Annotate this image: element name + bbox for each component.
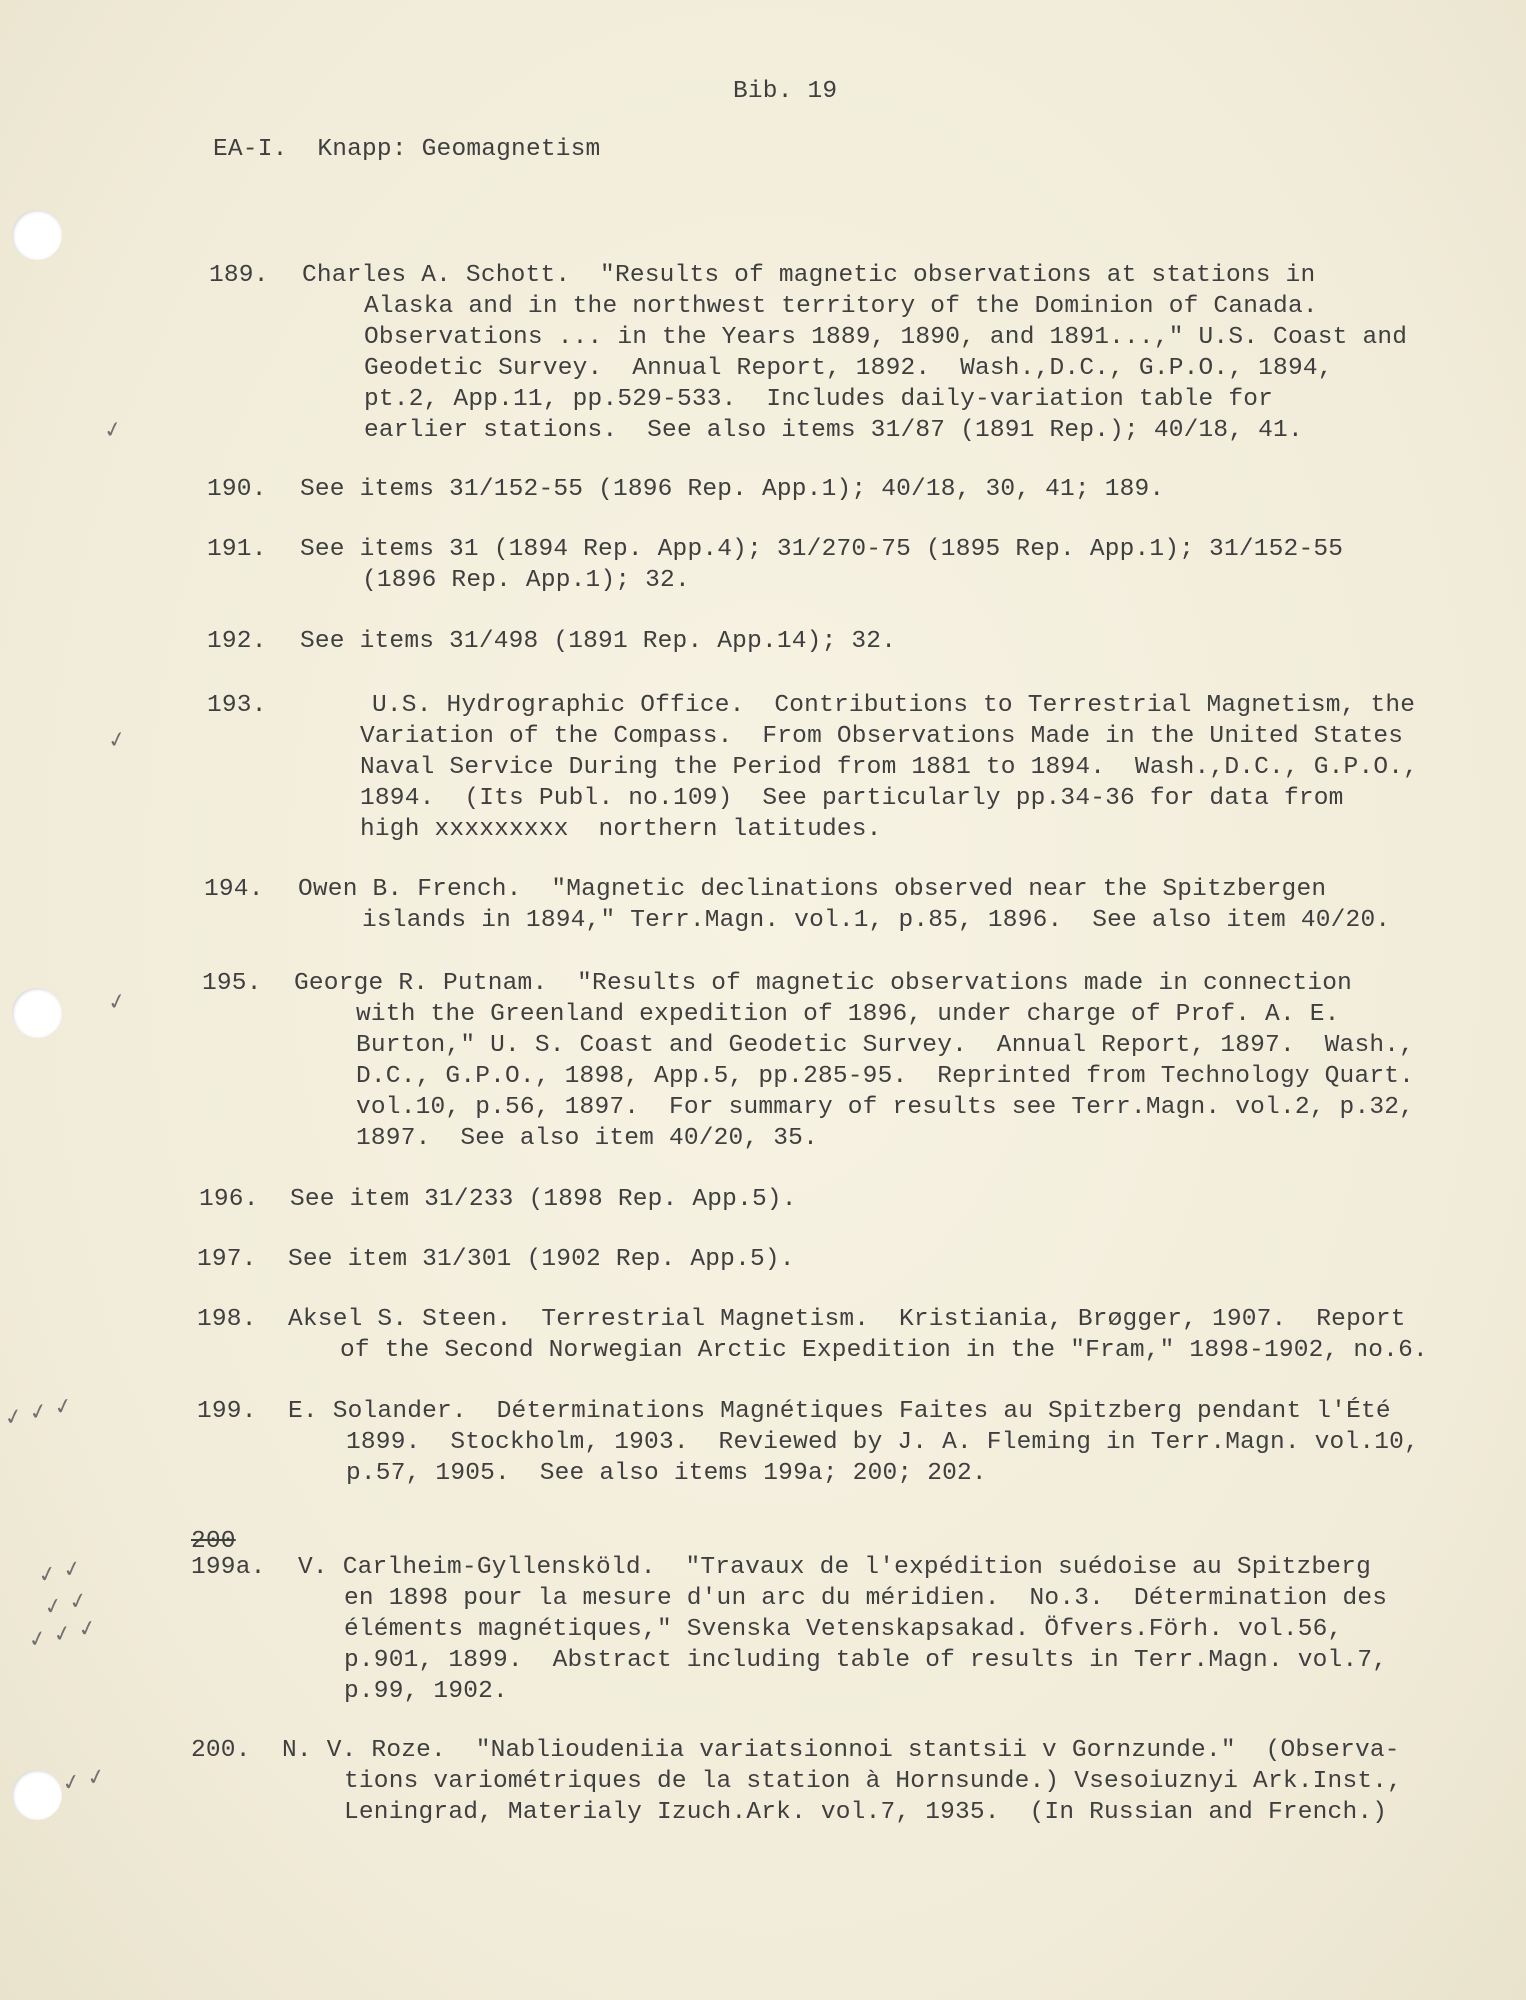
entry-number: 193. (207, 692, 267, 719)
punch-hole (12, 1770, 62, 1820)
entry-line: U.S. Hydrographic Office. Contributions to Terrestrial Magnetism, the (372, 692, 1416, 719)
entry-line: Variation of the Compass. From Observations Made in the United States (360, 723, 1404, 750)
entry-line: earlier stations. See also items 31/87 (1891 Rep.); 40/18, 41. (364, 417, 1303, 444)
entry-line: E. Solander. Déterminations Magnétiques Faites au Spitzberg pendant l'Été (288, 1398, 1391, 1425)
struck-item-number: 200 (191, 1528, 236, 1555)
check-mark-icon: ✓ ✓ ✓ (2, 1393, 76, 1432)
entry-line: Burton," U. S. Coast and Geodetic Survey. Annual Report, 1897. Wash., (356, 1032, 1415, 1059)
entry-number: 189. (209, 262, 269, 289)
entry-line: Aksel S. Steen. Terrestrial Magnetism. Kristiania, Brøgger, 1907. Report (288, 1306, 1406, 1333)
entry-line: George R. Putnam. "Results of magnetic observations made in connection (294, 970, 1353, 997)
entry-number: 195. (202, 970, 262, 997)
entry-line: See items 31 (1894 Rep. App.4); 31/270-75 (1895 Rep. App.1); 31/152-55 (300, 536, 1344, 563)
entry-line: 1897. See also item 40/20, 35. (356, 1125, 818, 1152)
entry-line: p.99, 1902. (344, 1678, 508, 1705)
entry-line: high xxxxxxxxx northern latitudes. (360, 816, 882, 843)
entry-line: See items 31/152-55 (1896 Rep. App.1); 40/18, 30, 41; 189. (300, 476, 1165, 503)
entry-line: Alaska and in the northwest territory of the Dominion of Canada. (364, 293, 1318, 320)
entry-line: See item 31/233 (1898 Rep. App.5). (290, 1186, 797, 1213)
entry-line: Leningrad, Materialy Izuch.Ark. vol.7, 1935. (In Russian and French.) (344, 1799, 1388, 1826)
entry-line: 1894. (Its Publ. no.109) See particularly pp.34-36 for data from (360, 785, 1344, 812)
entry-line: en 1898 pour la mesure d'un arc du méridien. No.3. Détermination des (344, 1585, 1388, 1612)
entry-number: 199. (197, 1398, 257, 1425)
entry-line: p.57, 1905. See also items 199a; 200; 202. (346, 1460, 987, 1487)
entry-line: N. V. Roze. "Nablioudeniia variatsionnoi stantsii v Gornzunde." (Observa- (282, 1737, 1400, 1764)
entry-number: 194. (204, 876, 264, 903)
entry-number: 191. (207, 536, 267, 563)
entry-line: p.901, 1899. Abstract including table of results in Terr.Magn. vol.7, (344, 1647, 1388, 1674)
entry-line: Owen B. French. "Magnetic declinations observed near the Spitzbergen (298, 876, 1327, 903)
entry-line: See item 31/301 (1902 Rep. App.5). (288, 1246, 795, 1273)
entry-number: 199a. (191, 1554, 266, 1581)
entry-number: 200. (191, 1737, 251, 1764)
entry-number: 197. (197, 1246, 257, 1273)
punch-hole (12, 988, 62, 1038)
entry-line: islands in 1894," Terr.Magn. vol.1, p.85, 1896. See also item 40/20. (362, 907, 1391, 934)
check-mark-icon: ✓ ✓ (59, 1763, 108, 1798)
entry-number: 198. (197, 1306, 257, 1333)
entry-line: pt.2, App.11, pp.529-533. Includes daily-variation table for (364, 386, 1274, 413)
check-mark-icon: ✓ (105, 726, 129, 755)
entry-line: vol.10, p.56, 1897. For summary of results see Terr.Magn. vol.2, p.32, (356, 1094, 1415, 1121)
entry-line: with the Greenland expedition of 1896, under charge of Prof. A. E. (356, 1001, 1340, 1028)
entry-line: tions variométriques de la station à Hornsunde.) Vsesoiuznyi Ark.Inst., (344, 1768, 1403, 1795)
check-mark-icon: ✓ ✓ ✓ (26, 1615, 100, 1654)
entry-line: Geodetic Survey. Annual Report, 1892. Wash.,D.C., G.P.O., 1894, (364, 355, 1333, 382)
entry-number: 196. (199, 1186, 259, 1213)
entry-number: 190. (207, 476, 267, 503)
series-heading: EA-I. Knapp: Geomagnetism (213, 136, 601, 163)
page-number: Bib. 19 (733, 78, 838, 105)
entry-line: éléments magnétiques," Svenska Vetenskapsakad. Öfvers.Förh. vol.56, (344, 1616, 1343, 1643)
entry-line: of the Second Norwegian Arctic Expedition in the "Fram," 1898-1902, no.6. (340, 1337, 1428, 1364)
entry-line: See items 31/498 (1891 Rep. App.14); 32. (300, 628, 897, 655)
check-mark-icon: ✓ ✓ (35, 1555, 84, 1590)
entry-line: Charles A. Schott. "Results of magnetic observations at stations in (302, 262, 1316, 289)
punch-hole (12, 210, 62, 260)
entry-line: 1899. Stockholm, 1903. Reviewed by J. A. Fleming in Terr.Magn. vol.10, (346, 1429, 1419, 1456)
entry-line: Naval Service During the Period from 1881 to 1894. Wash.,D.C., G.P.O., (360, 754, 1419, 781)
check-mark-icon: ✓ (101, 416, 125, 445)
entry-number: 192. (207, 628, 267, 655)
check-mark-icon: ✓ (105, 988, 129, 1017)
check-mark-icon: ✓ ✓ (41, 1587, 90, 1622)
entry-line: Observations ... in the Years 1889, 1890, and 1891...," U.S. Coast and (364, 324, 1408, 351)
entry-line: D.C., G.P.O., 1898, App.5, pp.285-95. Reprinted from Technology Quart. (356, 1063, 1415, 1090)
entry-line: (1896 Rep. App.1); 32. (362, 567, 690, 594)
entry-line: V. Carlheim-Gyllensköld. "Travaux de l'expédition suédoise au Spitzberg (298, 1554, 1371, 1581)
